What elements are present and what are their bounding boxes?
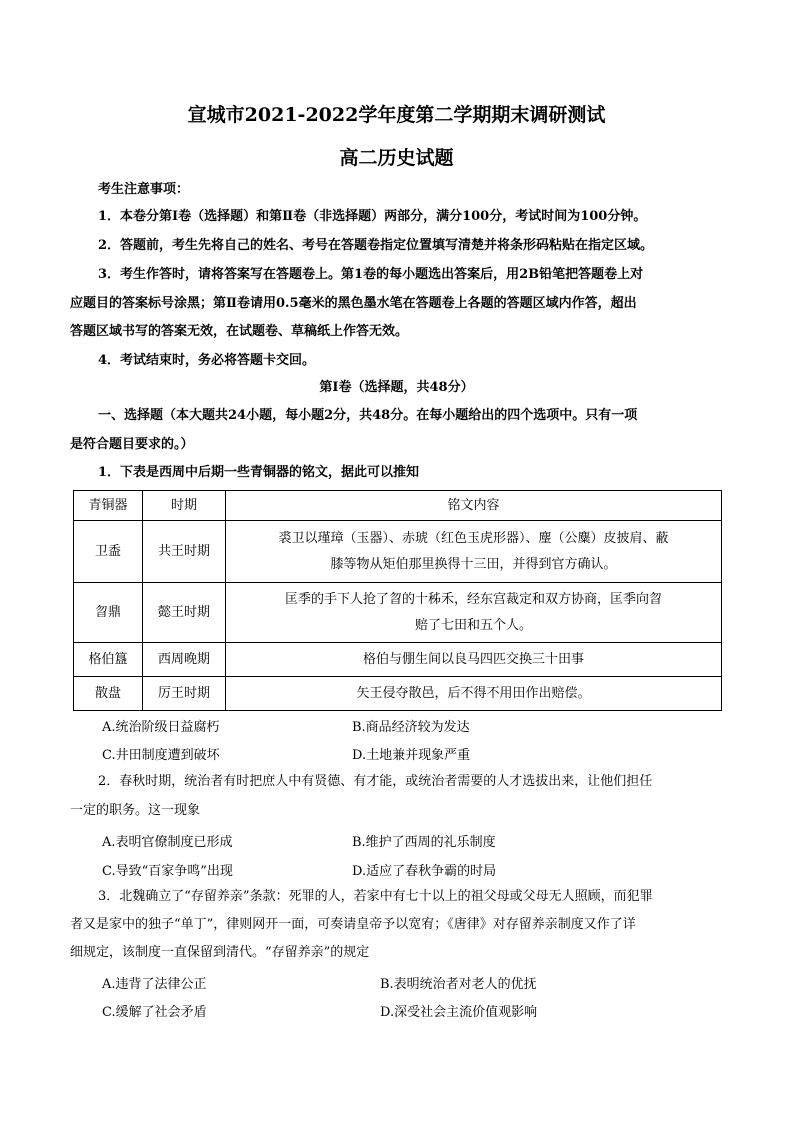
table-cell: 散盘 — [74, 677, 143, 711]
table-cell — [226, 521, 722, 583]
table-row — [74, 583, 722, 643]
table-cell: 曶鼎 — [74, 583, 143, 643]
option-c[interactable]: C.井田制度遭到破坏 — [102, 748, 220, 763]
exam-subtitle: 高二历史试题 — [339, 147, 454, 169]
table-cell: 西周晚期 — [143, 643, 226, 677]
option-c[interactable]: C.导致“百家争鸣”出现 — [102, 864, 233, 879]
notice-heading: 考生注意事项： — [98, 182, 190, 197]
notice-item: 4．考试结束时，务必将答题卡交回。 — [98, 353, 316, 368]
question-3-stem: 3．北魏确立了“存留养亲”条款：死罪的人，若家中有七十以上的祖父母或父母无人照顾，而犯罪 — [98, 889, 653, 904]
section-title: 第Ⅰ卷（选择题，共48分） — [319, 380, 474, 395]
table-cell — [226, 583, 722, 643]
table-cell: 格伯簋 — [74, 643, 143, 677]
option-d[interactable]: D.深受社会主流价值观影响 — [380, 1005, 538, 1020]
table-header-row — [74, 491, 722, 521]
notice-item: 应题目的答案标号涂黑；第Ⅱ卷请用0.5毫米的黑色墨水笔在答题卷上各题的答题区域内作答，超出 — [70, 296, 637, 311]
table-cell: 共王时期 — [143, 521, 226, 583]
table-cell: 懿王时期 — [143, 583, 226, 643]
option-b[interactable]: B.维护了西周的礼乐制度 — [352, 835, 496, 850]
table-header: 青铜器 — [74, 491, 143, 521]
option-d[interactable]: D.适应了春秋争霸的时局 — [352, 864, 497, 879]
notice-item: 1．本卷分第Ⅰ卷（选择题）和第Ⅱ卷（非选择题）两部分，满分100分，考试时间为100分钟。 — [98, 209, 647, 224]
option-b[interactable]: B.商品经济较为发达 — [352, 720, 470, 735]
question-3-stem: 者又是家中的独子“单丁”，律则网开一面，可奏请皇帝予以宽宥；《唐律》对存留养亲制度又作了详 — [70, 917, 636, 932]
table-cell-line: 赔了七田和五个人。 — [414, 617, 532, 633]
question-2-stem: 2．春秋时期，统治者有时把庶人中有贤德、有才能，或统治者需要的人才选拔出来，让他们担任 — [98, 774, 653, 789]
table-cell-line: 裘卫以瑾璋（玉器）、赤琥（红色玉虎形器）、麈（公麋）皮披肩、蔽 — [278, 530, 669, 546]
bronze-inscriptions-table — [73, 490, 722, 711]
table-row — [74, 677, 722, 711]
section-instructions: 一、选择题（本大题共24小题，每小题2分，共48分。在每小题给出的四个选项中。只有一项 — [98, 408, 638, 423]
table-header: 时期 — [143, 491, 226, 521]
table-cell: 格伯与倗生间以良马四匹交换三十田事 — [226, 643, 722, 677]
table-row — [74, 521, 722, 583]
option-b[interactable]: B.表明统治者对老人的优抚 — [380, 977, 537, 992]
question-2-stem: 一定的职务。这一现象 — [70, 803, 201, 818]
option-c[interactable]: C.缓解了社会矛盾 — [102, 1005, 207, 1020]
option-d[interactable]: D.土地兼并现象严重 — [352, 748, 471, 763]
notice-item: 3．考生作答时，请将答案写在答题卷上。第1卷的每小题选出答案后，用2B铅笔把答题卷上对 — [98, 267, 644, 282]
table-header: 铭文内容 — [226, 491, 722, 521]
table-cell-line: 匡季的手下人抢了曶的十秭禾，经东宫裁定和双方协商，匡季向曶 — [284, 591, 662, 607]
section-instructions: 是符合题目要求的。） — [70, 437, 194, 452]
option-a[interactable]: A.表明官僚制度已形成 — [102, 835, 233, 850]
question-1-stem: 1．下表是西周中后期一些青铜器的铭文，据此可以推知 — [98, 465, 420, 480]
option-a[interactable]: A.统治阶级日益腐朽 — [102, 720, 220, 735]
table-cell-line: 膝等物从矩伯那里换得十三田，并得到官方确认。 — [330, 556, 617, 572]
table-cell: 卫盉 — [74, 521, 143, 583]
option-a[interactable]: A.违背了法律公正 — [102, 977, 207, 992]
notice-item: 答题区域书写的答案无效，在试题卷、草稿纸上作答无效。 — [70, 324, 409, 339]
exam-title: 宣城市2021-2022学年度第二学期期末调研测试 — [187, 104, 606, 126]
notice-item: 2．答题前，考生先将自己的姓名、考号在答题卷指定位置填写清楚并将条形码粘贴在指定区域。 — [98, 238, 654, 253]
table-row — [74, 643, 722, 677]
question-3-stem: 细规定，该制度一直保留到清代。“存留养亲”的规定 — [70, 945, 370, 960]
table-cell: 矢王侵夺散邑，后不得不用田作出赔偿。 — [226, 677, 722, 711]
table-cell: 厉王时期 — [143, 677, 226, 711]
